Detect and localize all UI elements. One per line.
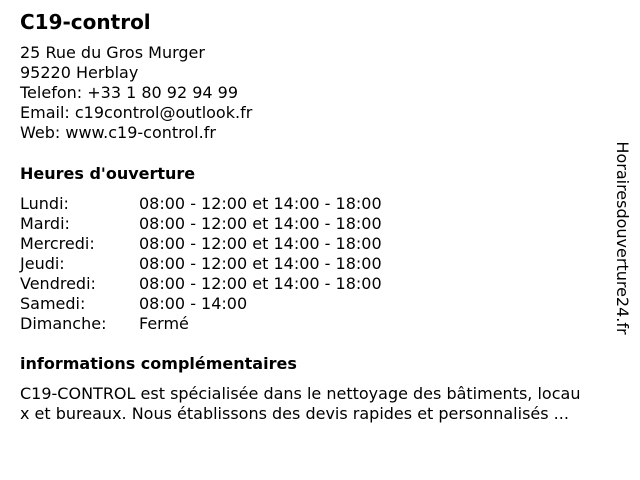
description-line-2: x et bureaux. Nous établissons des devis rapides et personnalisés ...	[20, 404, 569, 423]
site-watermark: Horairesdouverture24.fr	[613, 141, 632, 335]
description-line-1: C19-CONTROL est spécialisée dans le nettoyage des bâtiments, locau	[20, 384, 581, 403]
day-hours: 08:00 - 12:00 et 14:00 - 18:00	[139, 214, 382, 233]
day-label: Samedi:	[20, 294, 86, 313]
business-name: C19-control	[20, 10, 151, 34]
day-label: Mardi:	[20, 214, 70, 233]
address-city: 95220 Herblay	[20, 63, 139, 82]
phone-number[interactable]: Telefon: +33 1 80 92 94 99	[20, 83, 239, 102]
day-label: Mercredi:	[20, 234, 95, 253]
email-address[interactable]: Email: c19control@outlook.fr	[20, 103, 253, 122]
day-hours: 08:00 - 12:00 et 14:00 - 18:00	[139, 234, 382, 253]
day-label: Dimanche:	[20, 314, 107, 333]
day-label: Jeudi:	[20, 254, 65, 273]
day-hours: 08:00 - 12:00 et 14:00 - 18:00	[139, 194, 382, 213]
opening-hours-heading: Heures d'ouverture	[20, 164, 196, 183]
business-description	[20, 384, 620, 424]
contact-details	[20, 43, 252, 143]
day-hours: 08:00 - 12:00 et 14:00 - 18:00	[139, 274, 382, 293]
day-hours: 08:00 - 12:00 et 14:00 - 18:00	[139, 254, 382, 273]
day-label: Vendredi:	[20, 274, 96, 293]
website-link[interactable]: Web: www.c19-control.fr	[20, 123, 216, 142]
day-hours: 08:00 - 14:00	[139, 294, 248, 313]
additional-info-heading: informations complémentaires	[20, 354, 297, 373]
day-label: Lundi:	[20, 194, 69, 213]
day-hours: Fermé	[139, 314, 189, 333]
address-street: 25 Rue du Gros Murger	[20, 43, 205, 62]
